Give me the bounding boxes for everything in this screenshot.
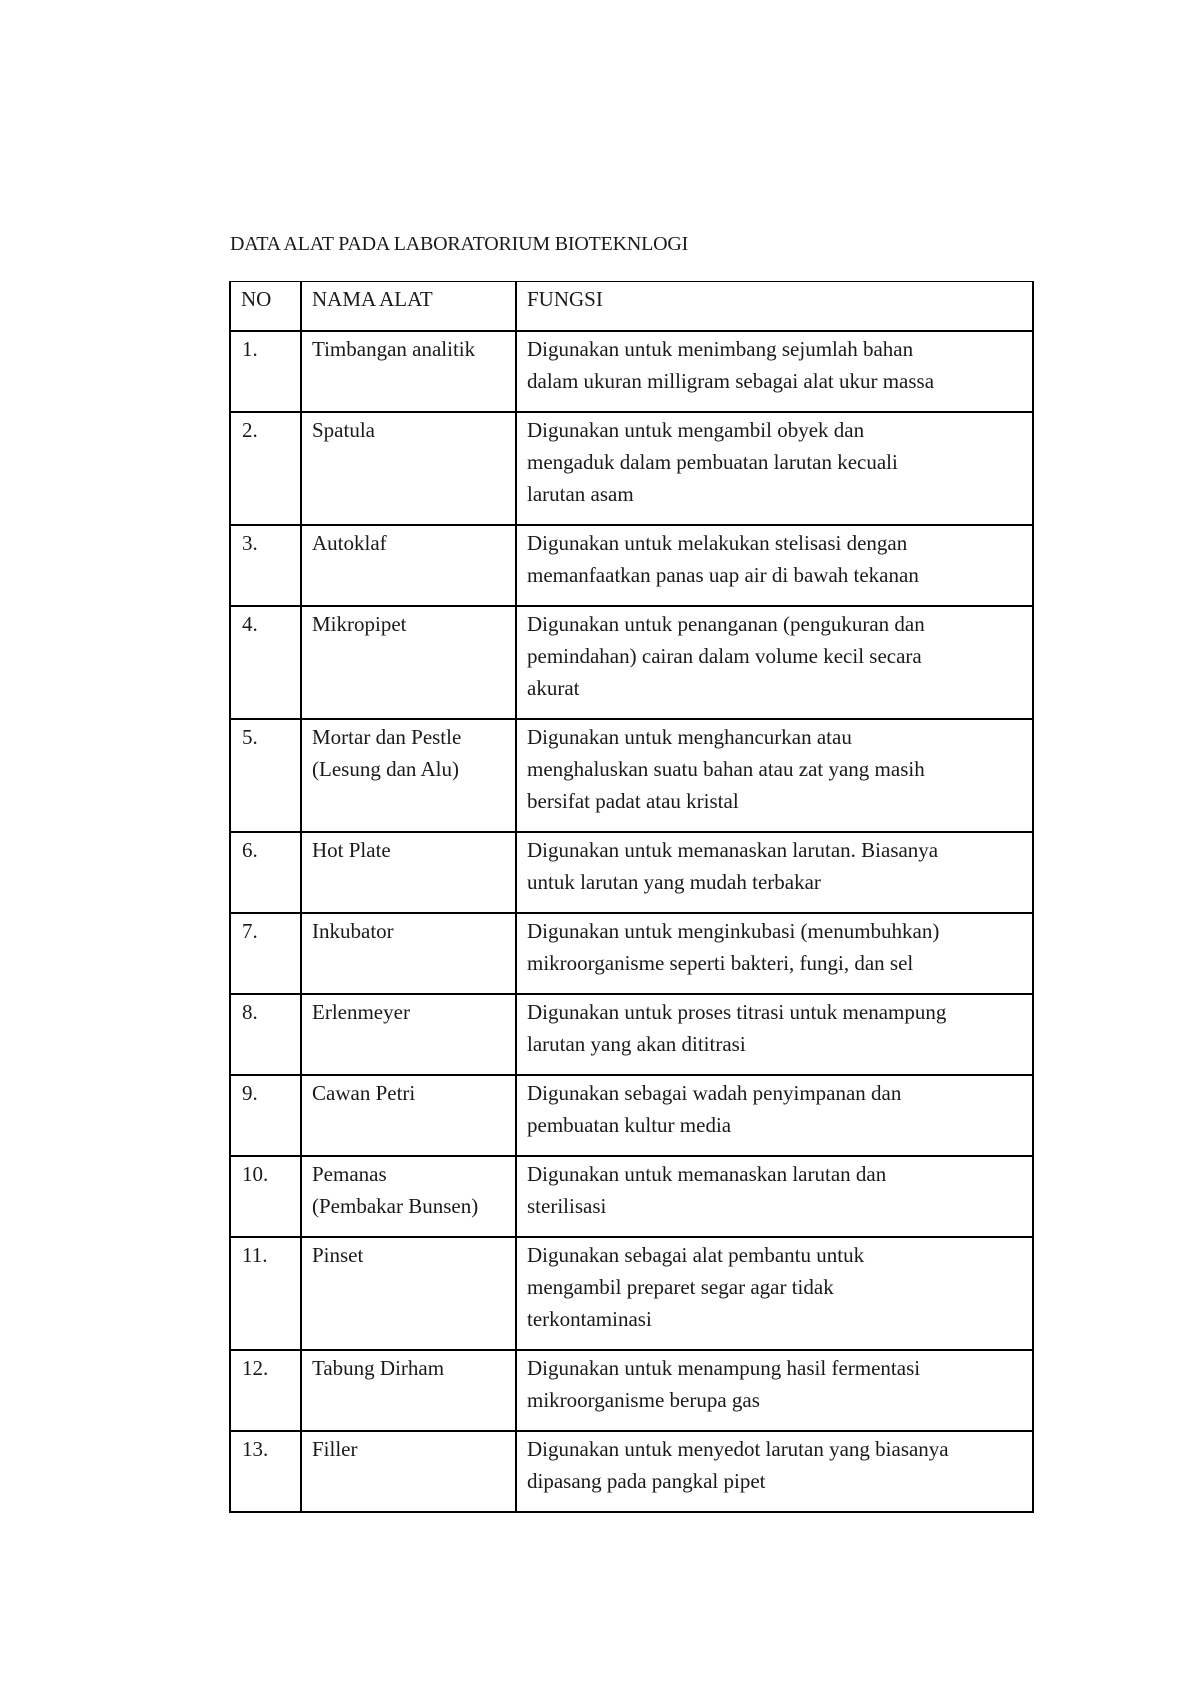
function-line: pembuatan kultur media <box>527 1112 732 1137</box>
name-line: Hot Plate <box>312 837 391 862</box>
cell-name <box>301 412 516 525</box>
function-line: Digunakan untuk memanaskan larutan. Biasanya <box>527 837 939 862</box>
cell-name <box>301 1237 516 1350</box>
name-line: Cawan Petri <box>312 1080 416 1105</box>
cell-function <box>516 994 1033 1075</box>
table-row <box>230 994 1033 1075</box>
cell-name <box>301 994 516 1075</box>
function-line: Digunakan untuk penanganan (pengukuran dan <box>527 611 925 636</box>
cell-function <box>516 913 1033 994</box>
cell-name <box>301 1431 516 1512</box>
function-line: Digunakan sebagai alat pembantu untuk <box>527 1242 865 1267</box>
name-line: Timbangan analitik <box>312 336 476 361</box>
function-line: larutan asam <box>527 481 634 506</box>
name-line: Pinset <box>312 1242 364 1267</box>
function-line: mengambil preparet segar agar tidak <box>527 1274 834 1299</box>
cell-name <box>301 832 516 913</box>
cell-function <box>516 606 1033 719</box>
function-line: Digunakan untuk melakukan stelisasi dengan <box>527 530 908 555</box>
table-row <box>230 832 1033 913</box>
cell-function <box>516 832 1033 913</box>
header-function: FUNGSI <box>516 282 1033 331</box>
name-line: Tabung Dirham <box>312 1355 445 1380</box>
table-row <box>230 1350 1033 1431</box>
function-line: mengaduk dalam pembuatan larutan kecuali <box>527 449 898 474</box>
table-row <box>230 331 1033 412</box>
cell-no: 5. <box>230 719 301 832</box>
function-line: Digunakan untuk menghancurkan atau <box>527 724 852 749</box>
cell-no: 4. <box>230 606 301 719</box>
function-line: Digunakan untuk menyedot larutan yang biasanya <box>527 1436 949 1461</box>
function-line: Digunakan untuk mengambil obyek dan <box>527 417 865 442</box>
cell-function <box>516 1156 1033 1237</box>
table-row <box>230 1431 1033 1512</box>
name-line: Erlenmeyer <box>312 999 410 1024</box>
cell-function <box>516 1431 1033 1512</box>
header-row <box>230 282 1033 331</box>
cell-no: 9. <box>230 1075 301 1156</box>
cell-no: 2. <box>230 412 301 525</box>
cell-name <box>301 525 516 606</box>
function-line: mikroorganisme seperti bakteri, fungi, dan sel <box>527 950 914 975</box>
table-row <box>230 606 1033 719</box>
table-row <box>230 525 1033 606</box>
table-row <box>230 412 1033 525</box>
function-line: dipasang pada pangkal pipet <box>527 1468 766 1493</box>
cell-no: 11. <box>230 1237 301 1350</box>
header-no: NO <box>230 282 301 331</box>
name-line: Filler <box>312 1436 358 1461</box>
table-row <box>230 1237 1033 1350</box>
cell-name <box>301 606 516 719</box>
function-line: akurat <box>527 675 580 700</box>
cell-function <box>516 525 1033 606</box>
function-line: sterilisasi <box>527 1193 607 1218</box>
cell-no: 10. <box>230 1156 301 1237</box>
function-line: memanfaatkan panas uap air di bawah tekanan <box>527 562 919 587</box>
function-line: dalam ukuran milligram sebagai alat ukur massa <box>527 368 935 393</box>
document-title: DATA ALAT PADA LABORATORIUM BIOTEKNLOGI <box>230 233 689 255</box>
table-body <box>230 331 1033 1512</box>
cell-no: 6. <box>230 832 301 913</box>
name-line: Pemanas <box>312 1161 387 1186</box>
function-line: pemindahan) cairan dalam volume kecil secara <box>527 643 922 668</box>
cell-name <box>301 331 516 412</box>
cell-function <box>516 719 1033 832</box>
name-line: Autoklaf <box>312 530 387 555</box>
cell-no: 7. <box>230 913 301 994</box>
function-line: terkontaminasi <box>527 1306 652 1331</box>
function-line: larutan yang akan dititrasi <box>527 1031 746 1056</box>
name-line: Mikropipet <box>312 611 407 636</box>
function-line: Digunakan untuk memanaskan larutan dan <box>527 1161 887 1186</box>
cell-no: 3. <box>230 525 301 606</box>
table-row <box>230 719 1033 832</box>
cell-name <box>301 1156 516 1237</box>
function-line: menghaluskan suatu bahan atau zat yang masih <box>527 756 925 781</box>
function-line: untuk larutan yang mudah terbakar <box>527 869 821 894</box>
equipment-table <box>229 281 1034 1513</box>
cell-no: 12. <box>230 1350 301 1431</box>
function-line: bersifat padat atau kristal <box>527 788 739 813</box>
function-line: Digunakan untuk menampung hasil fermentasi <box>527 1355 921 1380</box>
cell-name <box>301 913 516 994</box>
function-line: Digunakan sebagai wadah penyimpanan dan <box>527 1080 902 1105</box>
cell-function <box>516 1350 1033 1431</box>
cell-name <box>301 719 516 832</box>
cell-name <box>301 1075 516 1156</box>
cell-function <box>516 1075 1033 1156</box>
name-line: Spatula <box>312 417 375 442</box>
header-name: NAMA ALAT <box>301 282 516 331</box>
name-line: Mortar dan Pestle <box>312 724 462 749</box>
table-row <box>230 1075 1033 1156</box>
table-row <box>230 913 1033 994</box>
function-line: Digunakan untuk menimbang sejumlah bahan <box>527 336 914 361</box>
cell-function <box>516 331 1033 412</box>
function-line: Digunakan untuk proses titrasi untuk menampung <box>527 999 947 1024</box>
cell-no: 1. <box>230 331 301 412</box>
cell-name <box>301 1350 516 1431</box>
cell-no: 13. <box>230 1431 301 1512</box>
cell-function <box>516 412 1033 525</box>
function-line: mikroorganisme berupa gas <box>527 1387 760 1412</box>
cell-no: 8. <box>230 994 301 1075</box>
table-row <box>230 1156 1033 1237</box>
name-line: Inkubator <box>312 918 394 943</box>
function-line: Digunakan untuk menginkubasi (menumbuhkan) <box>527 918 940 943</box>
name-line: (Pembakar Bunsen) <box>312 1193 479 1218</box>
name-line: (Lesung dan Alu) <box>312 756 459 781</box>
cell-function <box>516 1237 1033 1350</box>
table-header <box>230 282 1033 331</box>
